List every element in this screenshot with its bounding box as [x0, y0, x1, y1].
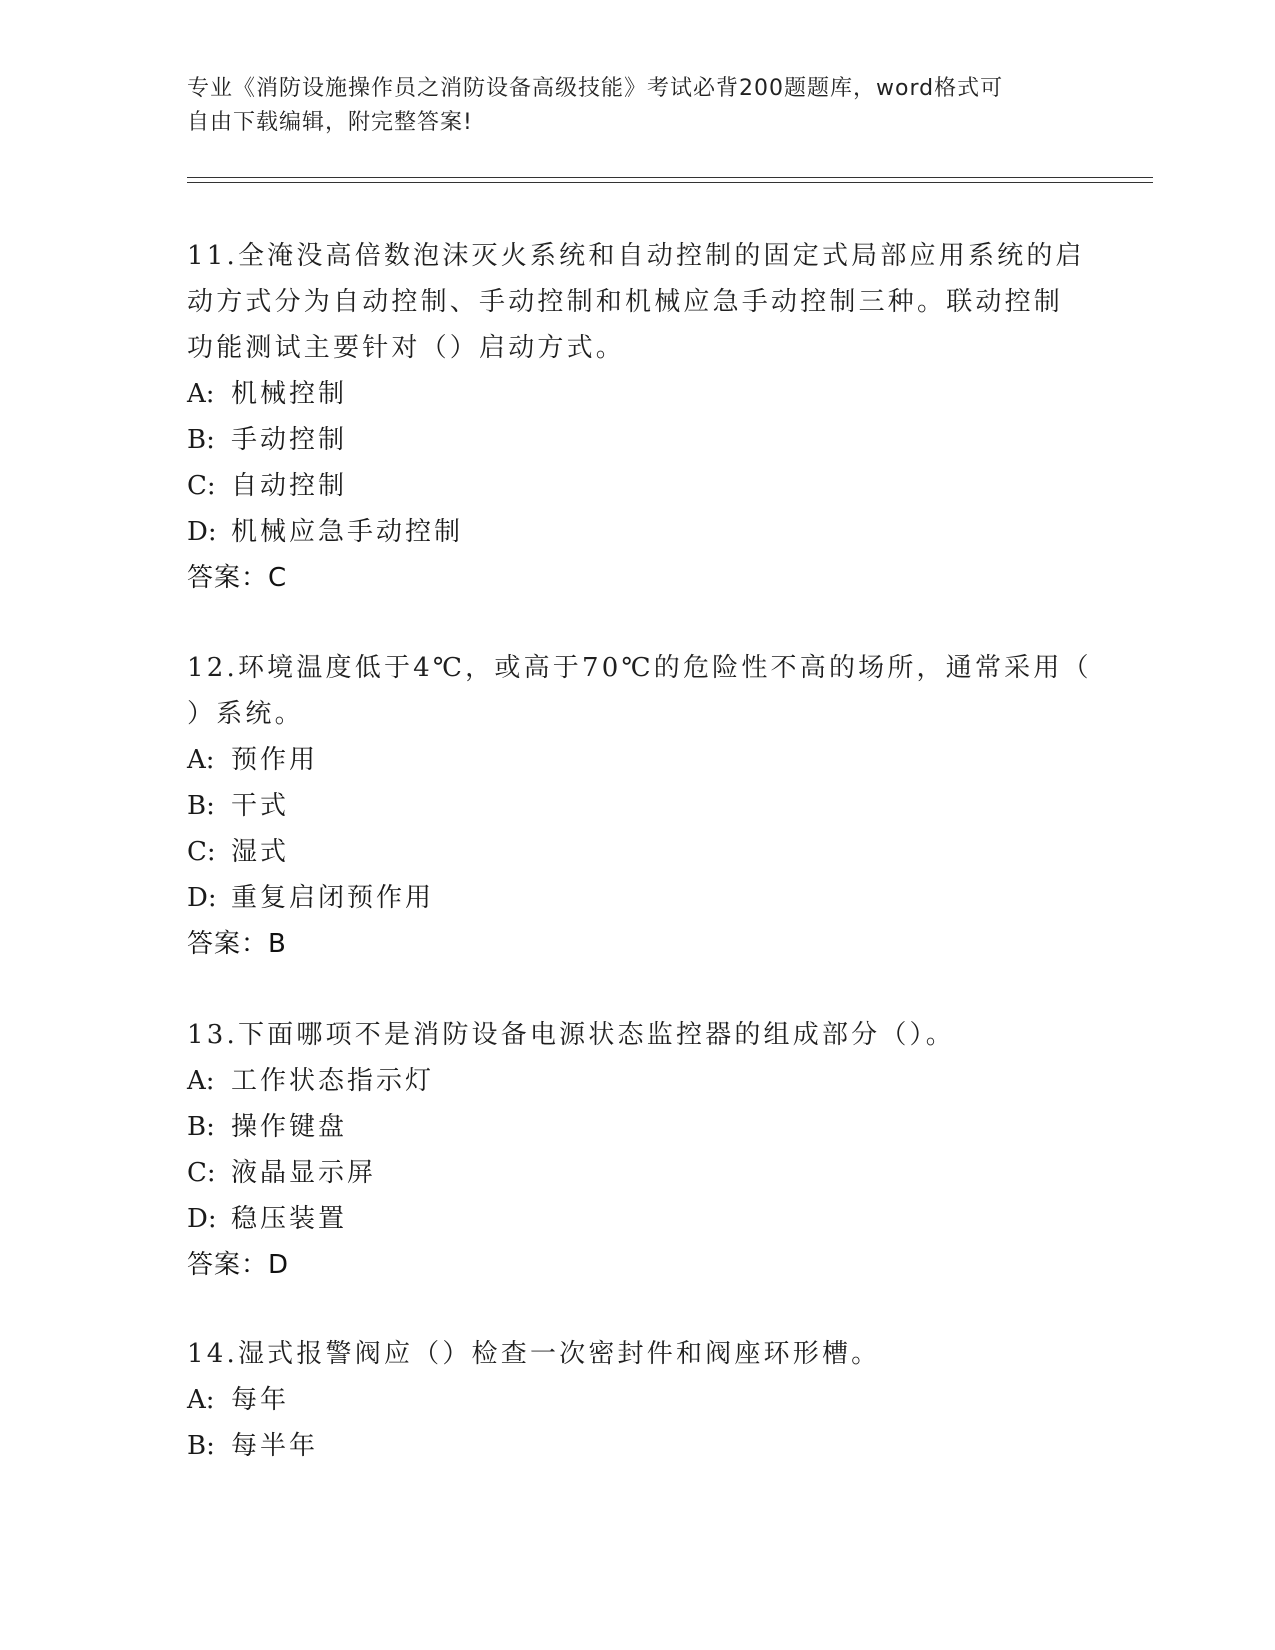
answer-label: 答案：B — [187, 929, 287, 959]
question-stem — [187, 1331, 1087, 1377]
option-letter: C: — [187, 1158, 216, 1188]
option-text: 稳压装置 — [231, 1204, 348, 1234]
header-divider-top — [187, 177, 1153, 178]
stem-line: 11.全淹没高倍数泡沫灭火系统和自动控制的固定式局部应用系统的启 — [187, 241, 1085, 271]
option-letter: A: — [187, 1066, 215, 1096]
option-d — [187, 875, 1087, 921]
stem-line: ）系统。 — [187, 699, 304, 729]
option-letter: D: — [187, 1204, 217, 1234]
option-b — [187, 1104, 1087, 1150]
option-letter: A: — [187, 1385, 215, 1415]
option-b — [187, 783, 1087, 829]
header-title-line-2: 自由下载编辑，附完整答案! — [187, 110, 473, 135]
option-text: 重复启闭预作用 — [231, 883, 435, 913]
option-text: 机械应急手动控制 — [231, 517, 464, 547]
document-header — [187, 72, 1087, 140]
option-text: 干式 — [231, 791, 290, 821]
option-c — [187, 829, 1087, 875]
header-divider-bottom — [187, 182, 1153, 183]
option-letter: B: — [187, 791, 215, 821]
answer-label: 答案：D — [187, 1250, 290, 1280]
option-letter: C: — [187, 471, 216, 501]
question-14 — [187, 1331, 1087, 1469]
option-letter: B: — [187, 1112, 215, 1142]
option-text: 机械控制 — [231, 379, 348, 409]
stem-line: 12.环境温度低于4℃，或高于70℃的危险性不高的场所，通常采用（ — [187, 653, 1092, 683]
option-letter: D: — [187, 517, 217, 547]
question-stem — [187, 233, 1087, 371]
option-c — [187, 1150, 1087, 1196]
question-12 — [187, 645, 1092, 967]
option-text: 每半年 — [231, 1431, 319, 1461]
option-a — [187, 1377, 1087, 1423]
option-text: 工作状态指示灯 — [231, 1066, 435, 1096]
stem-line: 14.湿式报警阀应（）检查一次密封件和阀座环形槽。 — [187, 1339, 881, 1369]
option-letter: A: — [187, 379, 215, 409]
question-13 — [187, 1012, 1087, 1288]
option-text: 每年 — [231, 1385, 290, 1415]
stem-line: 功能测试主要针对（）启动方式。 — [187, 333, 626, 363]
option-text: 手动控制 — [231, 425, 348, 455]
option-letter: D: — [187, 883, 217, 913]
option-d — [187, 509, 1087, 555]
option-b — [187, 417, 1087, 463]
stem-line: 13.下面哪项不是消防设备电源状态监控器的组成部分（）。 — [187, 1020, 955, 1050]
question-stem — [187, 645, 1092, 737]
option-a — [187, 1058, 1087, 1104]
header-title-line-1: 专业《消防设施操作员之消防设备高级技能》考试必背200题题库，word格式可 — [187, 76, 1004, 101]
stem-line: 动方式分为自动控制、手动控制和机械应急手动控制三种。联动控制 — [187, 287, 1064, 317]
option-text: 湿式 — [231, 837, 290, 867]
option-d — [187, 1196, 1087, 1242]
option-a — [187, 737, 1087, 783]
option-text: 预作用 — [231, 745, 319, 775]
question-11 — [187, 233, 1087, 601]
answer-label: 答案：C — [187, 563, 288, 593]
option-letter: C: — [187, 837, 216, 867]
option-letter: B: — [187, 1431, 215, 1461]
option-text: 自动控制 — [231, 471, 348, 501]
option-letter: B: — [187, 425, 215, 455]
option-c — [187, 463, 1087, 509]
option-letter: A: — [187, 745, 215, 775]
option-a — [187, 371, 1087, 417]
question-stem — [187, 1012, 1087, 1058]
option-text: 操作键盘 — [231, 1112, 348, 1142]
option-text: 液晶显示屏 — [231, 1158, 377, 1188]
option-b — [187, 1423, 1087, 1469]
